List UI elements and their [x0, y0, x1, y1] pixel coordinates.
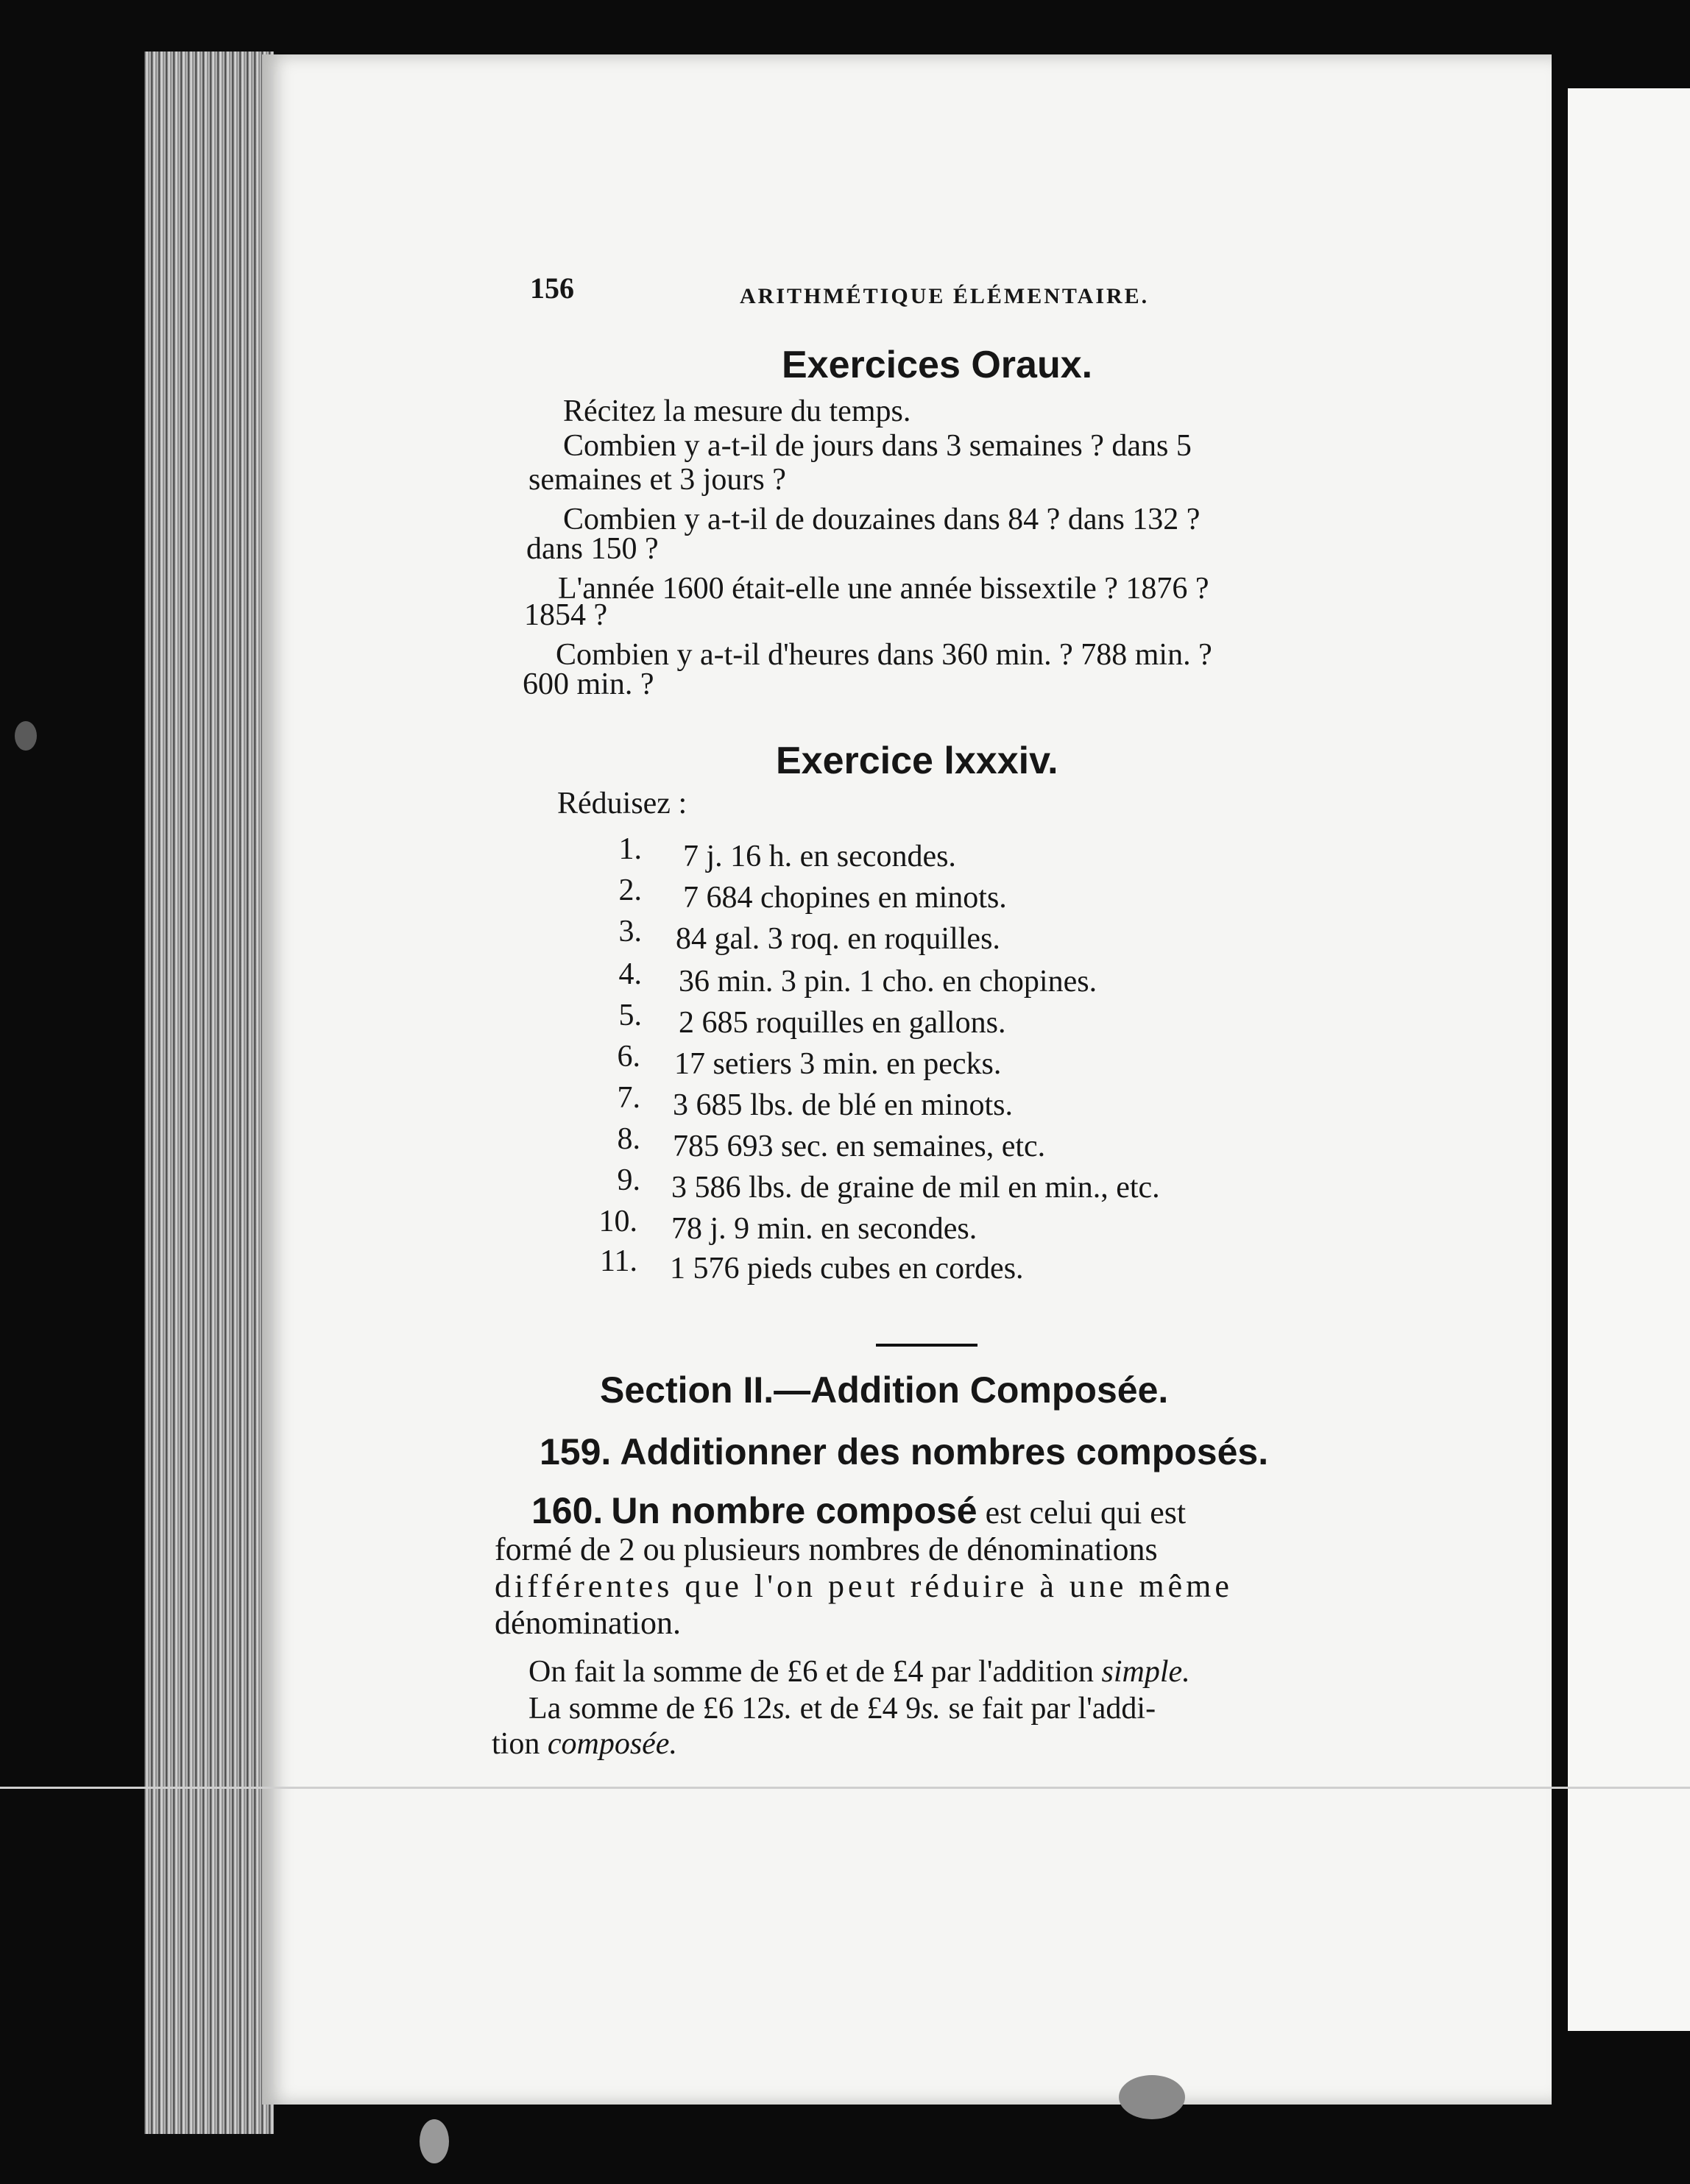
exercise-number: 2.	[618, 873, 642, 907]
oral-line: 1854 ?	[524, 598, 608, 632]
section-title: Section II.—Addition Composée.	[600, 1369, 1169, 1411]
section-divider	[876, 1344, 977, 1347]
exercise-number: 6.	[617, 1040, 640, 1074]
paragraph-159	[540, 1430, 1268, 1473]
oral-line: semaines et 3 jours ?	[528, 463, 786, 497]
oral-line: Combien y a-t-il de douzaines dans 84 ? dans 132 ?	[563, 503, 1201, 536]
exercise-intro: Réduisez :	[557, 787, 687, 820]
oral-line: Combien y a-t-il d'heures dans 360 min. ? 788 min. ?	[556, 638, 1212, 672]
page-number: 156	[530, 272, 574, 305]
exercise-title: Exercice lxxxiv.	[776, 740, 1058, 782]
oral-line: L'année 1600 était-elle une année bissextile ? 1876 ?	[558, 572, 1209, 606]
oral-line: 600 min. ?	[523, 667, 654, 701]
exercise-number: 3.	[618, 915, 642, 949]
example-text: On fait la somme de £6 et de £4 par l'addition	[528, 1655, 1102, 1689]
exercise-number: 1.	[618, 832, 642, 866]
scan-speck	[420, 2119, 449, 2163]
example-emphasis: s.	[921, 1692, 941, 1726]
oral-line: Récitez la mesure du temps.	[563, 394, 911, 428]
defined-term: Un nombre composé	[611, 1490, 977, 1531]
paragraph-number: 160.	[531, 1490, 604, 1531]
exercise-number: 8.	[617, 1122, 640, 1156]
paragraph-line: formé de 2 ou plusieurs nombres de dénominations	[495, 1531, 1158, 1567]
exercise-number: 4.	[618, 957, 642, 991]
paragraph-line: dénomination.	[495, 1605, 681, 1641]
example-emphasis: simple.	[1101, 1655, 1190, 1689]
exercise-item: 7 684 chopines en minots.	[683, 881, 1007, 915]
exercise-item: 1 576 pieds cubes en cordes.	[670, 1252, 1024, 1286]
oral-line: dans 150 ?	[526, 532, 659, 566]
paragraph-text: Additionner des nombres composés.	[620, 1431, 1269, 1472]
exercise-number: 7.	[617, 1081, 640, 1115]
oral-exercises-title: Exercices Oraux.	[782, 344, 1093, 386]
example-line	[528, 1691, 1156, 1726]
example-text: et de £4 9	[792, 1692, 922, 1726]
next-page-edge	[1568, 88, 1690, 2031]
exercise-number: 11.	[600, 1244, 637, 1278]
scan-speck	[15, 721, 37, 751]
exercise-item: 3 586 lbs. de graine de mil en min., etc.	[671, 1171, 1160, 1205]
paragraph-text: est celui qui est	[977, 1495, 1187, 1531]
example-line	[492, 1726, 677, 1762]
exercise-item: 7 j. 16 h. en secondes.	[683, 840, 956, 873]
example-emphasis: composée.	[547, 1727, 677, 1761]
exercise-item: 785 693 sec. en semaines, etc.	[673, 1130, 1046, 1163]
exercise-number: 10.	[598, 1205, 637, 1238]
exercise-item: 2 685 roquilles en gallons.	[679, 1006, 1006, 1040]
exercise-item: 36 min. 3 pin. 1 cho. en chopines.	[679, 965, 1097, 999]
exercise-item: 78 j. 9 min. en secondes.	[671, 1212, 977, 1246]
example-text: La somme de £6 12	[528, 1692, 773, 1726]
example-emphasis: s.	[772, 1692, 793, 1726]
example-text: tion	[492, 1727, 548, 1761]
book-edge	[144, 52, 274, 2134]
example-line	[528, 1654, 1190, 1690]
example-text: se fait par l'addi-	[940, 1692, 1156, 1726]
paragraph-line: différentes que l'on peut réduire à une même	[495, 1568, 1233, 1604]
scan-speck	[1119, 2075, 1185, 2119]
running-title: ARITHMÉTIQUE ÉLÉMENTAIRE.	[740, 284, 1150, 308]
scan-artifact-line	[0, 1787, 1690, 1789]
exercise-number: 5.	[618, 999, 642, 1032]
exercise-number: 9.	[617, 1163, 640, 1197]
exercise-item: 84 gal. 3 roq. en roquilles.	[676, 922, 1000, 956]
exercise-item: 3 685 lbs. de blé en minots.	[673, 1088, 1013, 1122]
paragraph-number: 159.	[540, 1431, 612, 1472]
paragraph-160-first-line	[531, 1489, 1186, 1532]
oral-line: Combien y a-t-il de jours dans 3 semaines ? dans 5	[563, 429, 1192, 463]
exercise-item: 17 setiers 3 min. en pecks.	[674, 1047, 1002, 1081]
